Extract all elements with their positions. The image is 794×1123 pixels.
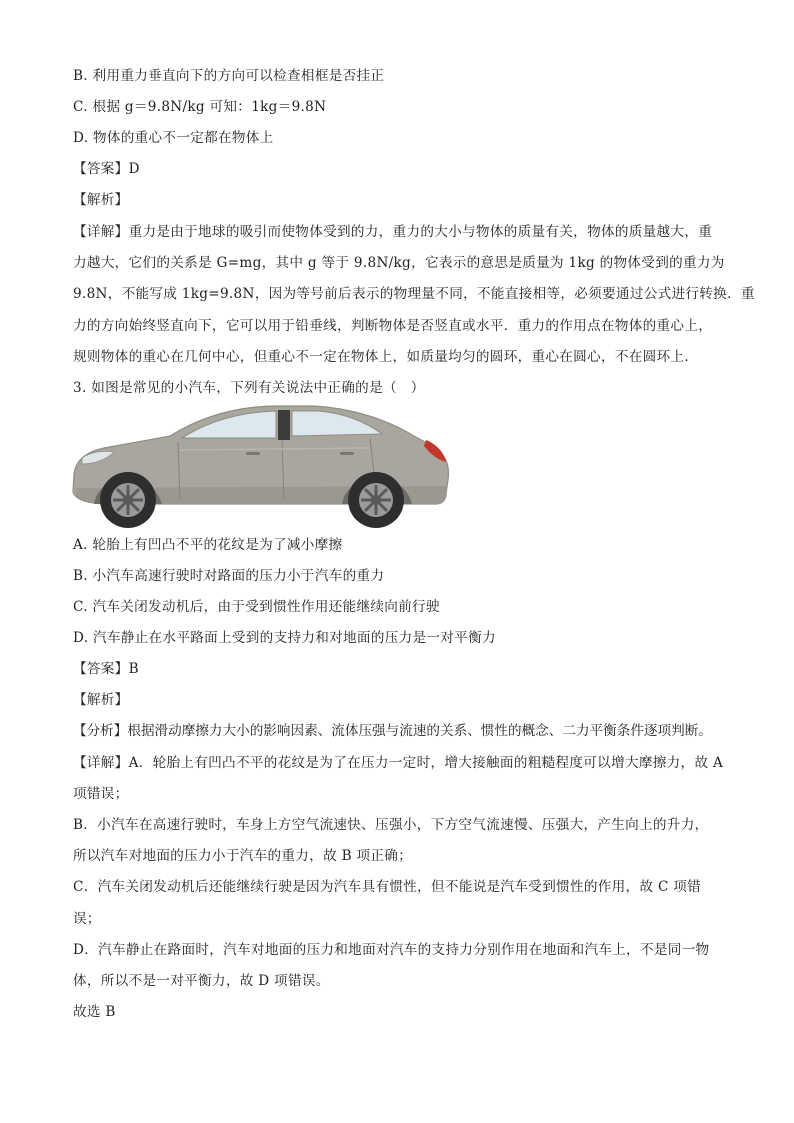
q3-analysis-line: 【分析】根据滑动摩擦力大小的影响因素、流体压强与流速的关系、惯性的概念、二力平衡条件逐项判断。: [73, 723, 712, 739]
q3-answer: 【答案】B: [73, 661, 139, 677]
q3-detail-line: D．汽车静止在路面时，汽车对地面的压力和地面对汽车的支持力分别作用在地面和汽车上，不是同一物: [73, 942, 710, 958]
q2-detail-line: 力越大，它们的关系是 G=mg，其中 g 等于 9.8N/kg，它表示的意思是质量为 1kg 的物体受到的重力为: [73, 255, 725, 271]
q3-option-d: D. 汽车静止在水平路面上受到的支持力和对地面的压力是一对平衡力: [73, 630, 496, 646]
q2-option-d: D. 物体的重心不一定都在物体上: [73, 130, 274, 146]
q2-option-c: C. 根据 g＝9.8N/kg 可知：1kg＝9.8N: [73, 99, 327, 115]
q3-detail-line: 所以汽车对地面的压力小于汽车的重力，故 B 项正确；: [73, 848, 413, 864]
q3-option-c: C. 汽车关闭发动机后，由于受到惯性作用还能继续向前行驶: [73, 599, 440, 615]
q3-detail-line: 体，所以不是一对平衡力，故 D 项错误。: [73, 973, 330, 989]
q2-detail-line: 【详解】重力是由于地球的吸引而使物体受到的力，重力的大小与物体的质量有关，物体的质量越大，重: [73, 224, 713, 240]
q3-detail-line: 【详解】A．轮胎上有凹凸不平的花纹是为了在压力一定时，增大接触面的粗糙程度可以增大摩擦力，故 A: [73, 755, 724, 771]
q3-detail-line: 项错误；: [73, 786, 129, 802]
q3-conclusion: 故选 B: [73, 1004, 116, 1020]
q3-detail-line: C．汽车关闭发动机后还能继续行驶是因为汽车具有惯性，但不能说是汽车受到惯性的作用，故 C 项错: [73, 879, 702, 895]
q2-detail-line: 力的方向始终竖直向下，它可以用于铅垂线，判断物体是否竖直或水平．重力的作用点在物体的重心上，: [73, 318, 713, 334]
q3-option-b: B. 小汽车高速行驶时对路面的压力小于汽车的重力: [73, 568, 385, 584]
q3-detail-line: B．小汽车在高速行驶时，车身上方空气流速快、压强小，下方空气流速慢、压强大，产生向上的升力，: [73, 817, 709, 833]
q3-stem: 3. 如图是常见的小汽车，下列有关说法中正确的是（ ）: [73, 380, 425, 396]
q3-option-a: A. 轮胎上有凹凸不平的花纹是为了减小摩擦: [73, 537, 343, 553]
q2-detail-line: 规则物体的重心在几何中心，但重心不一定在物体上，如质量均匀的圆环，重心在圆心，不在圆环上．: [73, 349, 699, 365]
q2-analysis-heading: 【解析】: [73, 192, 129, 208]
q3-detail-line: 误；: [73, 911, 101, 927]
q3-analysis-heading: 【解析】: [73, 692, 129, 708]
car-illustration: [70, 404, 452, 530]
q2-answer: 【答案】D: [73, 161, 140, 177]
q2-option-b: B. 利用重力垂直向下的方向可以检查相框是否挂正: [73, 68, 385, 84]
q2-detail-line: 9.8N，不能写成 1kg=9.8N，因为等号前后表示的物理量不同，不能直接相等，必须要通过公式进行转换．重: [73, 286, 755, 302]
